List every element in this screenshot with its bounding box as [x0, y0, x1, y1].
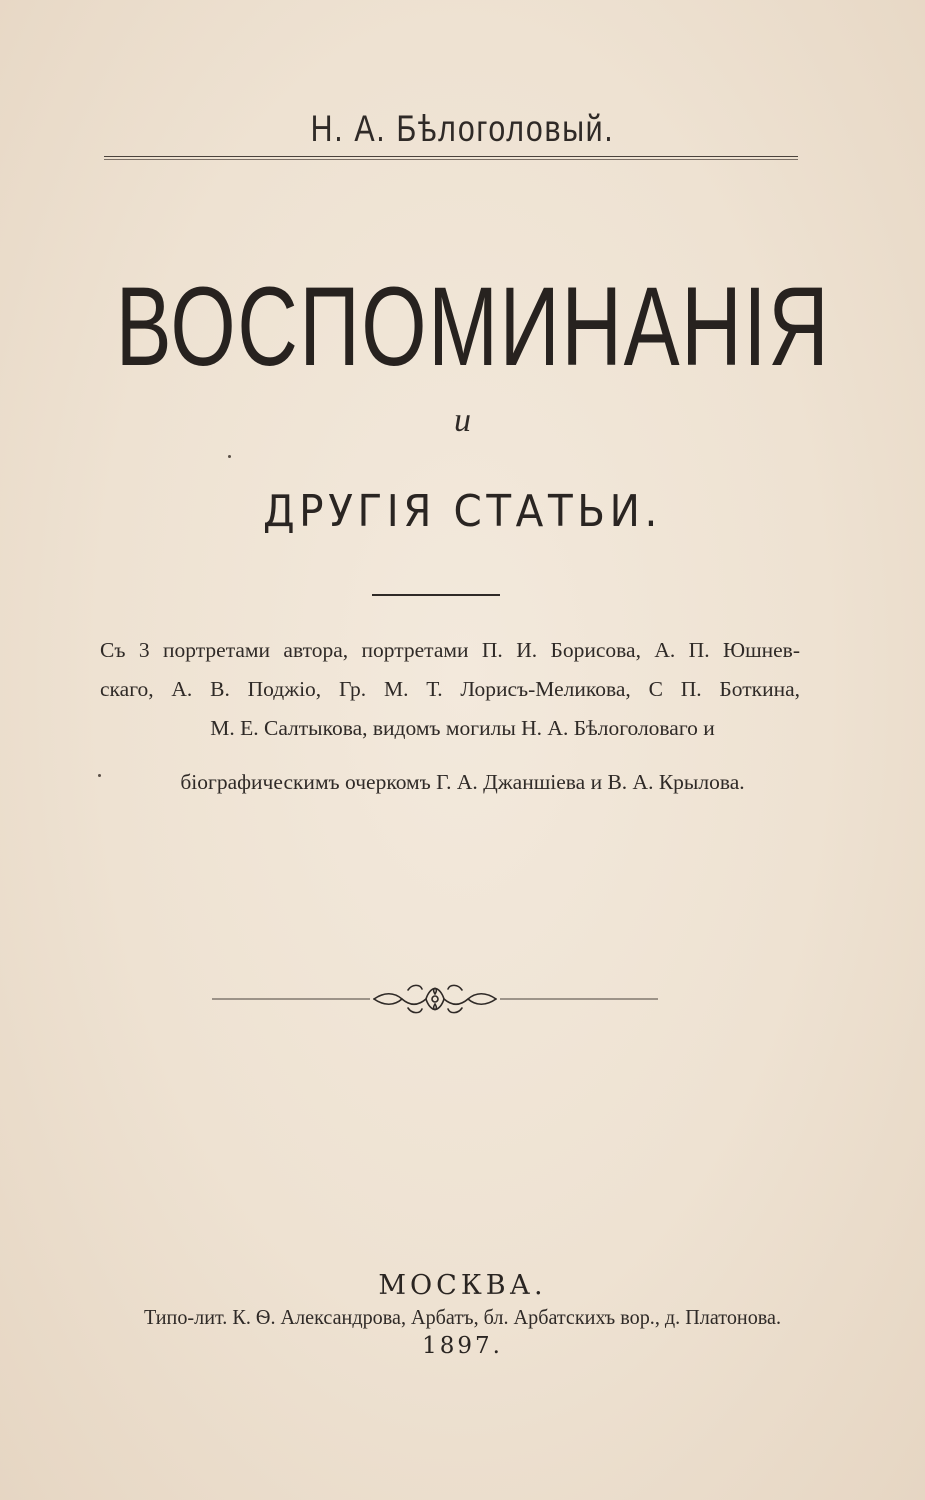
author-name: Н. А. Бѣлоголовый.: [310, 108, 615, 149]
description-line-1: Съ 3 портретами автора, портретами П. И. Борисова, А. П. Юшнев-: [100, 638, 800, 662]
imprint-city: МОСКВА.: [378, 1270, 547, 1301]
paper-speck: [98, 774, 101, 777]
imprint-printer: Типо-лит. К. Ѳ. Александрова, Арбатъ, бл. Арбатскихъ вор., д. Платонова.: [143, 1305, 782, 1329]
book-title: ВОСПОМИНАНІЯ: [115, 264, 831, 389]
author-rule-bottom: [104, 159, 798, 160]
title-conjunction: и: [454, 402, 471, 439]
author-rule-top: [104, 156, 798, 157]
paper-speck: [228, 455, 231, 458]
description-line-4: біографическимъ очеркомъ Г. А. Джаншіева и В. А. Крылова.: [180, 770, 745, 794]
description-line-3: М. Е. Салтыкова, видомъ могилы Н. А. Бѣлоголоваго и: [210, 716, 715, 740]
imprint-year: 1897.: [422, 1333, 503, 1359]
ornament-divider: [212, 976, 658, 1022]
book-subtitle: ДРУГІЯ СТАТЬИ.: [262, 486, 663, 537]
center-divider: [372, 594, 500, 596]
description-line-2: скаго, А. В. Поджіо, Гр. М. Т. Лорисъ-Меликова, С П. Боткина,: [100, 677, 800, 701]
